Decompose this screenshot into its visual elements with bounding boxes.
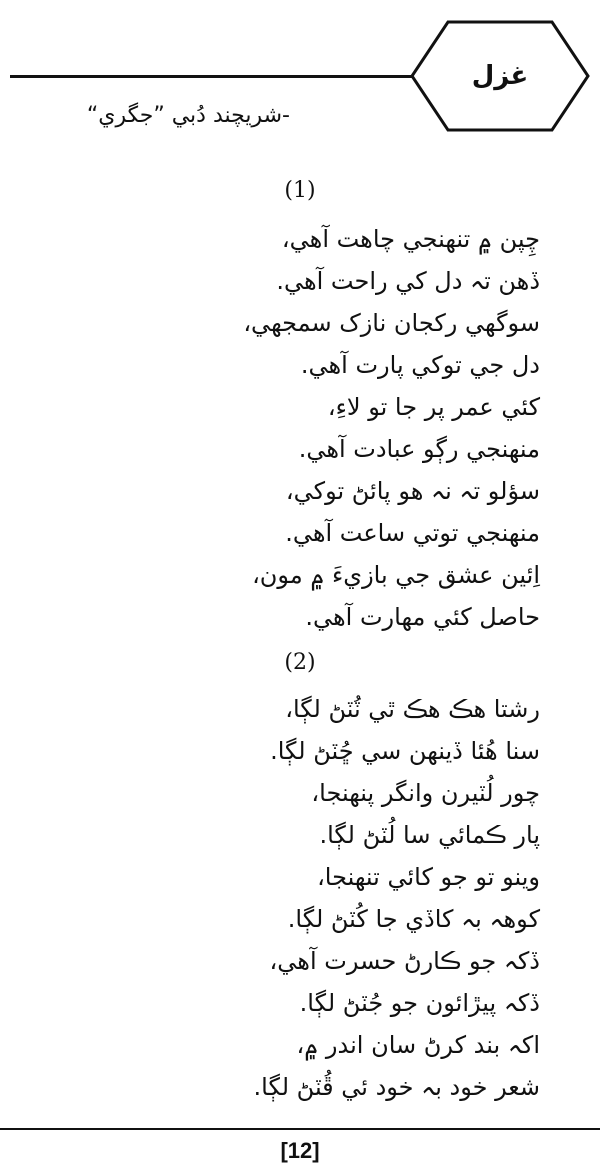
verse-line: ڏکہ پيڙائون جو جُٽڻ لڳا. [299, 989, 540, 1017]
verse-line: ڏکہ جو ڪارڻ حسرت آهي، [269, 947, 540, 975]
footer-rule [0, 1128, 600, 1130]
verse-line: پار ڪمائي سا لُٽڻ لڳا. [319, 821, 540, 849]
verse-line: وينو تو جو کائي تنهنجا، [317, 863, 540, 891]
stanza-1 [60, 218, 540, 638]
title-hexagon-frame [410, 20, 590, 132]
verse-line: چِپن ۾ تنهنجي چاهت آهي، [281, 225, 540, 253]
poem-genre-title: غزل [471, 61, 529, 91]
verse-line: اکہ بند کرڻ سان اندر ۾، [296, 1031, 540, 1059]
verse-line: منهنجي رڳو عبادت آهي. [298, 435, 540, 463]
page-number: [12] [280, 1138, 320, 1163]
verse-line: منهنجي توتي ساعت آهي. [285, 519, 540, 547]
verse-line: دل جي توکي پارت آهي. [300, 351, 540, 379]
verse-line: سنا هُئا ڏينهن سي ڇُٽڻ لڳا. [270, 737, 540, 765]
verse-line: اِئين عشق جي بازيءَ ۾ مون، [252, 561, 540, 589]
verse-line: کوهہ بہ کاڏي جا کُٽڻ لڳا. [287, 905, 540, 933]
verse-line: ڏهن تہ دل کي راحت آهي. [276, 267, 540, 295]
section-number-2: (2) [284, 650, 316, 675]
poet-name: -شريچند دُبي ”جگري“ [86, 103, 290, 128]
verse-line: کئي عمر پر جا تو لاءِ، [327, 393, 540, 421]
stanza-2 [60, 688, 540, 1108]
verse-line: رشتا هڪ هڪ ٿي ٽُٽڻ لڳا، [285, 695, 540, 723]
verse-line: سوگهي رکجان نازک سمجهي، [243, 309, 540, 337]
section-number-1: (1) [284, 178, 316, 203]
verse-line: سؤلو تہ نہ هو پائڻ توکي، [285, 477, 540, 505]
header-rule [10, 75, 430, 78]
verse-line: شعر خود بہ خود ئي ڦُٽڻ لڳا. [253, 1073, 540, 1101]
verse-line: حاصل کئي مهارت آهي. [305, 603, 540, 631]
verse-line: چور لُٽيرن وانگر پنهنجا، [311, 779, 540, 807]
